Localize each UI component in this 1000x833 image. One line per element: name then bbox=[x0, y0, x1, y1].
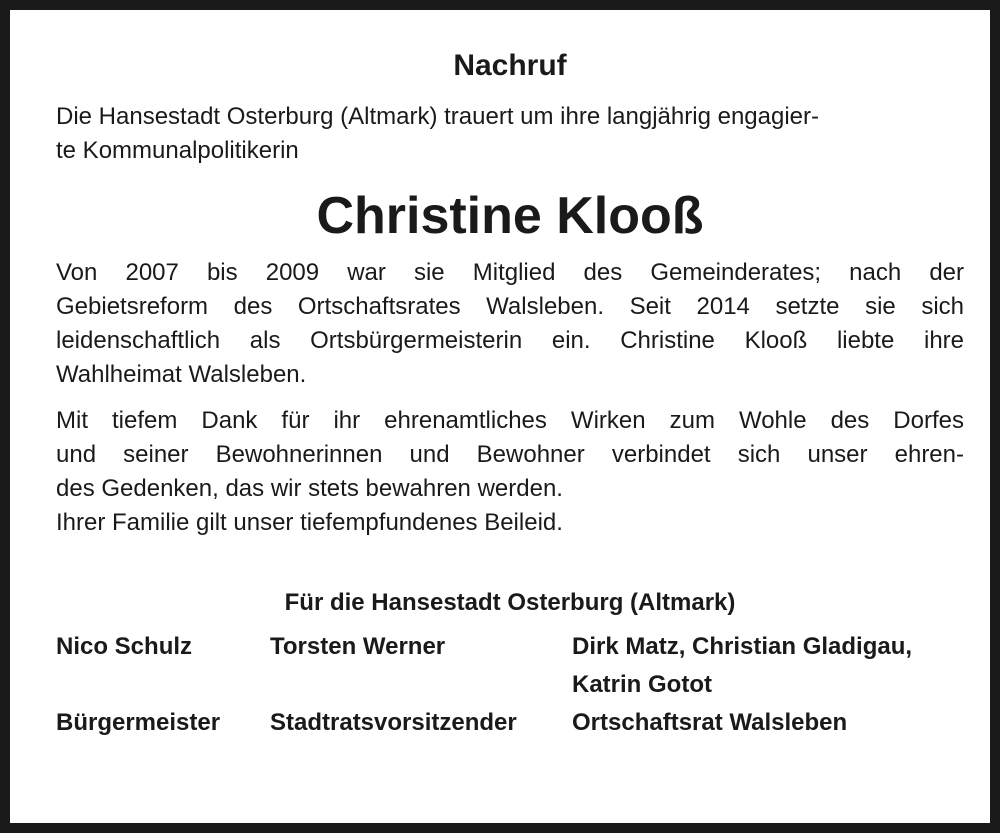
paragraph-line: und seiner Bewohnerinnen und Bewohner verbindet sich unser ehren- bbox=[56, 441, 964, 468]
intro-line: te Kommunalpolitikerin bbox=[56, 137, 299, 164]
deceased-name: Christine Klooß bbox=[316, 187, 704, 245]
signer-name: Torsten Werner bbox=[270, 633, 446, 660]
signer-title: Stadtratsvorsitzender bbox=[270, 709, 517, 736]
signer-name: Dirk Matz, Christian Gladigau, bbox=[572, 633, 913, 660]
signer-name-continued bbox=[270, 666, 572, 704]
paragraph-line: Mit tiefem Dank für ihr ehrenamtliches Wirken zum Wohle des Dorfes bbox=[56, 407, 964, 434]
intro-text bbox=[56, 100, 964, 168]
paragraph-line: Von 2007 bis 2009 war sie Mitglied des Gemeinderates; nach der bbox=[56, 259, 964, 286]
obituary-notice bbox=[56, 48, 964, 742]
signer-name: Nico Schulz bbox=[56, 633, 193, 660]
biography-paragraph bbox=[56, 256, 964, 392]
paragraph-line: Ihrer Familie gilt unser tiefempfundenes Beileid. bbox=[56, 509, 563, 536]
paragraph-line: leidenschaftlich als Ortsbürgermeisterin ein. Christine Klooß liebte ihre bbox=[56, 327, 964, 354]
intro-line: Die Hansestadt Osterburg (Altmark) trauert um ihre langjährig engagier- bbox=[56, 103, 819, 130]
paragraph-line: Wahlheimat Walsleben. bbox=[56, 361, 307, 388]
paragraph-line: Gebietsreform des Ortschaftsrates Walsleben. Seit 2014 setzte sie sich bbox=[56, 293, 964, 320]
signers-grid bbox=[56, 628, 964, 742]
signer-title: Ortschaftsrat Walsleben bbox=[572, 709, 848, 736]
notice-heading: Nachruf bbox=[453, 49, 567, 82]
signer-name-continued: Katrin Gotot bbox=[572, 671, 712, 698]
signer-title: Bürgermeister bbox=[56, 709, 221, 736]
paragraph-line: des Gedenken, das wir stets bewahren werden. bbox=[56, 475, 563, 502]
condolence-paragraph bbox=[56, 404, 964, 540]
signer-name-continued bbox=[56, 666, 270, 704]
organization-line: Für die Hansestadt Osterburg (Altmark) bbox=[284, 589, 736, 616]
